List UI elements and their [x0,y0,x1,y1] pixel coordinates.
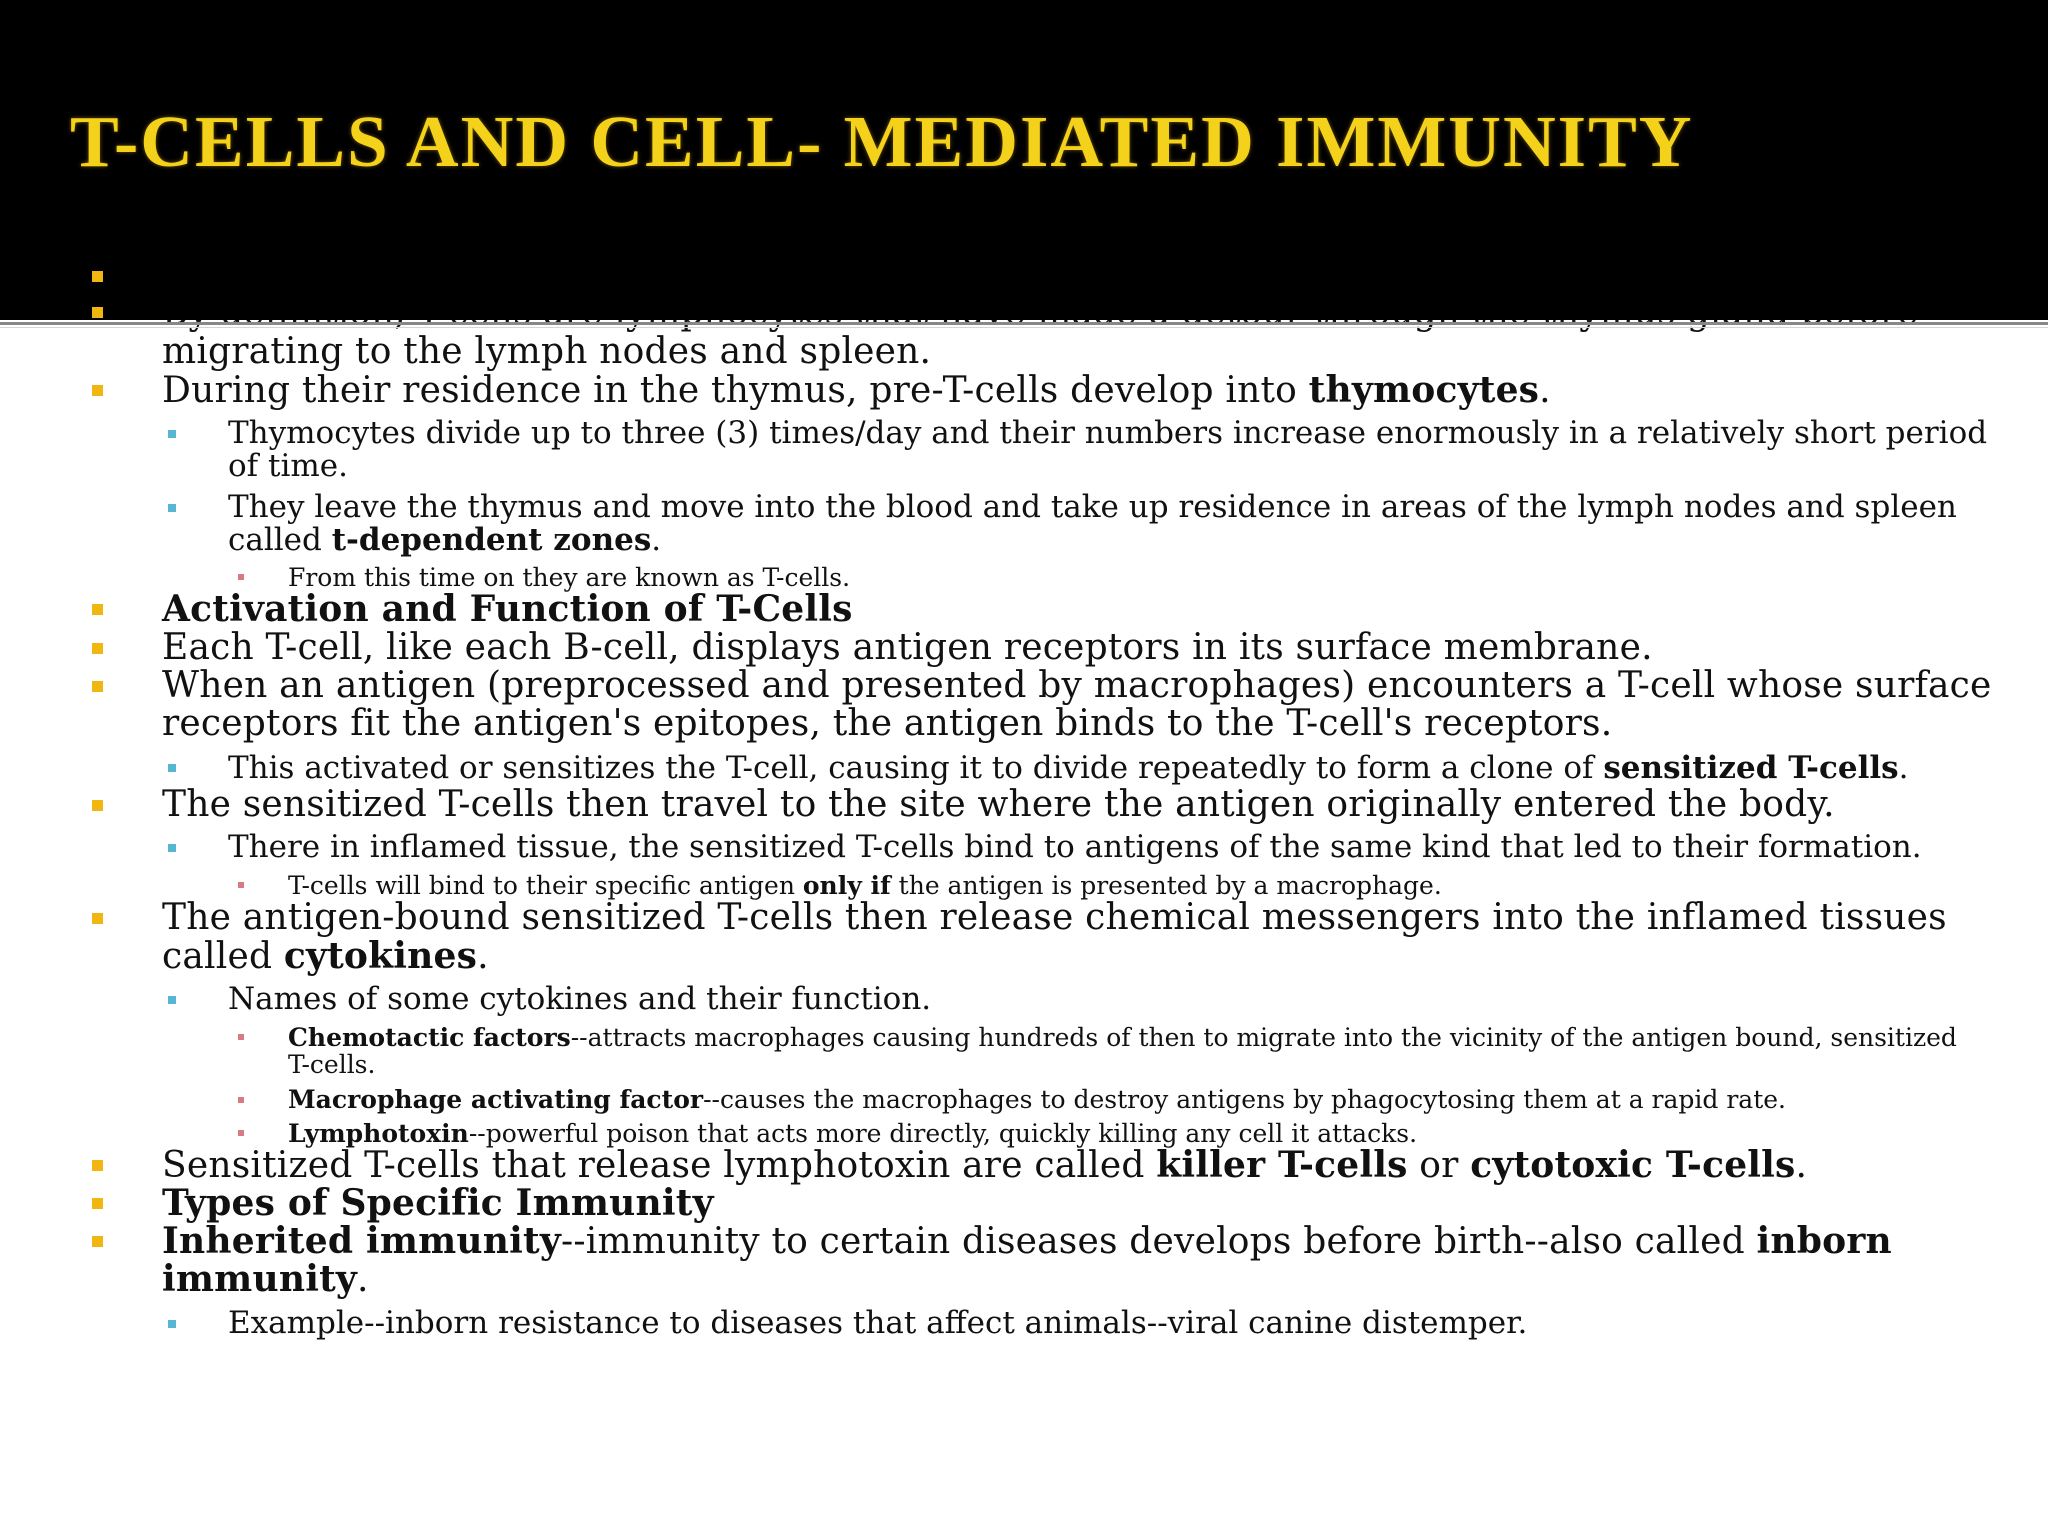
bullet-marker [92,385,103,396]
bullet-marker [168,764,176,772]
text-line: Inherited immunity--immunity to certain diseases develops before birth--also called inborn [162,1220,1892,1262]
bullet-marker [92,604,103,615]
bullet-marker [92,1236,103,1247]
header-divider-light [0,327,2048,328]
text-line: When an antigen (preprocessed and presented by macrophages) encounters a T-cell whose surface [162,665,1992,706]
text-line: There in inflamed tissue, the sensitized T-cells bind to antigens of the same kind that led to their formation. [228,829,1922,865]
text-line: T-cells will bind to their specific antigen only if the antigen is presented by a macrophage. [288,871,1442,900]
bullet-marker [92,1198,103,1209]
text-line: called cytokines. [162,935,489,977]
title-bar [0,0,2048,320]
bullet-marker [168,844,176,852]
bullet-marker [238,574,244,580]
text-line: This activated or sensitizes the T-cell, causing it to divide repeatedly to form a clone of sensitized T-cells. [228,750,1909,786]
bullet-marker [92,913,103,924]
text-line: Each T-cell, like each B-cell, displays antigen receptors in its surface membrane. [162,627,1653,668]
text-line: Example--inborn resistance to diseases that affect animals--viral canine distemper. [228,1305,1528,1341]
slide-title: T-CELLS AND CELL- MEDIATED IMMUNITY [70,101,1694,182]
bullet-marker [168,1320,176,1328]
header-divider [0,322,2048,325]
text-line: of time. [228,448,348,484]
bullet-marker [92,643,103,654]
text-line: During their residence in the thymus, pre-T-cells develop into thymocytes. [162,369,1551,411]
bullet-marker [92,271,103,282]
bullet-marker [92,1160,103,1171]
text-line: From this time on they are known as T-cells. [288,563,851,592]
text-line: T-cells. [288,1050,376,1079]
text-line: Names of some cytokines and their function. [228,981,932,1017]
bullet-marker [168,996,176,1004]
bullet-marker [238,882,244,888]
text-line: receptors fit the antigen's epitopes, the antigen binds to the T-cell's receptors. [162,703,1613,744]
section-heading: Activation and Function of T-Cells [162,588,853,630]
text-line: called t-dependent zones. [228,522,662,558]
text-line: immunity. [162,1258,369,1300]
text-line: Thymocytes divide up to three (3) times/day and their numbers increase enormously in a relatively short period [228,415,1988,451]
bullet-marker [92,800,103,811]
text-line: The sensitized T-cells then travel to the site where the antigen originally entered the body. [162,784,1835,825]
bullet-marker [238,1097,244,1103]
bullet-marker [238,1034,244,1040]
text-line: Macrophage activating factor--causes the macrophages to destroy antigens by phagocytosing them at a rapid rate. [288,1085,1786,1114]
text-line: Sensitized T-cells that release lymphotoxin are called killer T-cells or cytotoxic T-cells. [162,1144,1808,1186]
text-line: Lymphotoxin--powerful poison that acts more directly, quickly killing any cell it attacks. [288,1119,1418,1148]
text-line: Chemotactic factors--attracts macrophages causing hundreds of then to migrate into the vicinity of the antigen bound, sensitized [288,1023,1957,1052]
bullet-marker [238,1130,244,1136]
bullet-marker [168,504,176,512]
bullet-marker [92,307,103,318]
bullet-marker [168,430,176,438]
text-line: The antigen-bound sensitized T-cells then release chemical messengers into the inflamed tissues [162,897,1947,938]
bullet-marker [92,681,103,692]
section-heading: Types of Specific Immunity [162,1182,714,1224]
text-line: They leave the thymus and move into the blood and take up residence in areas of the lymph nodes and spleen [228,489,1957,525]
text-line: migrating to the lymph nodes and spleen. [162,331,932,372]
